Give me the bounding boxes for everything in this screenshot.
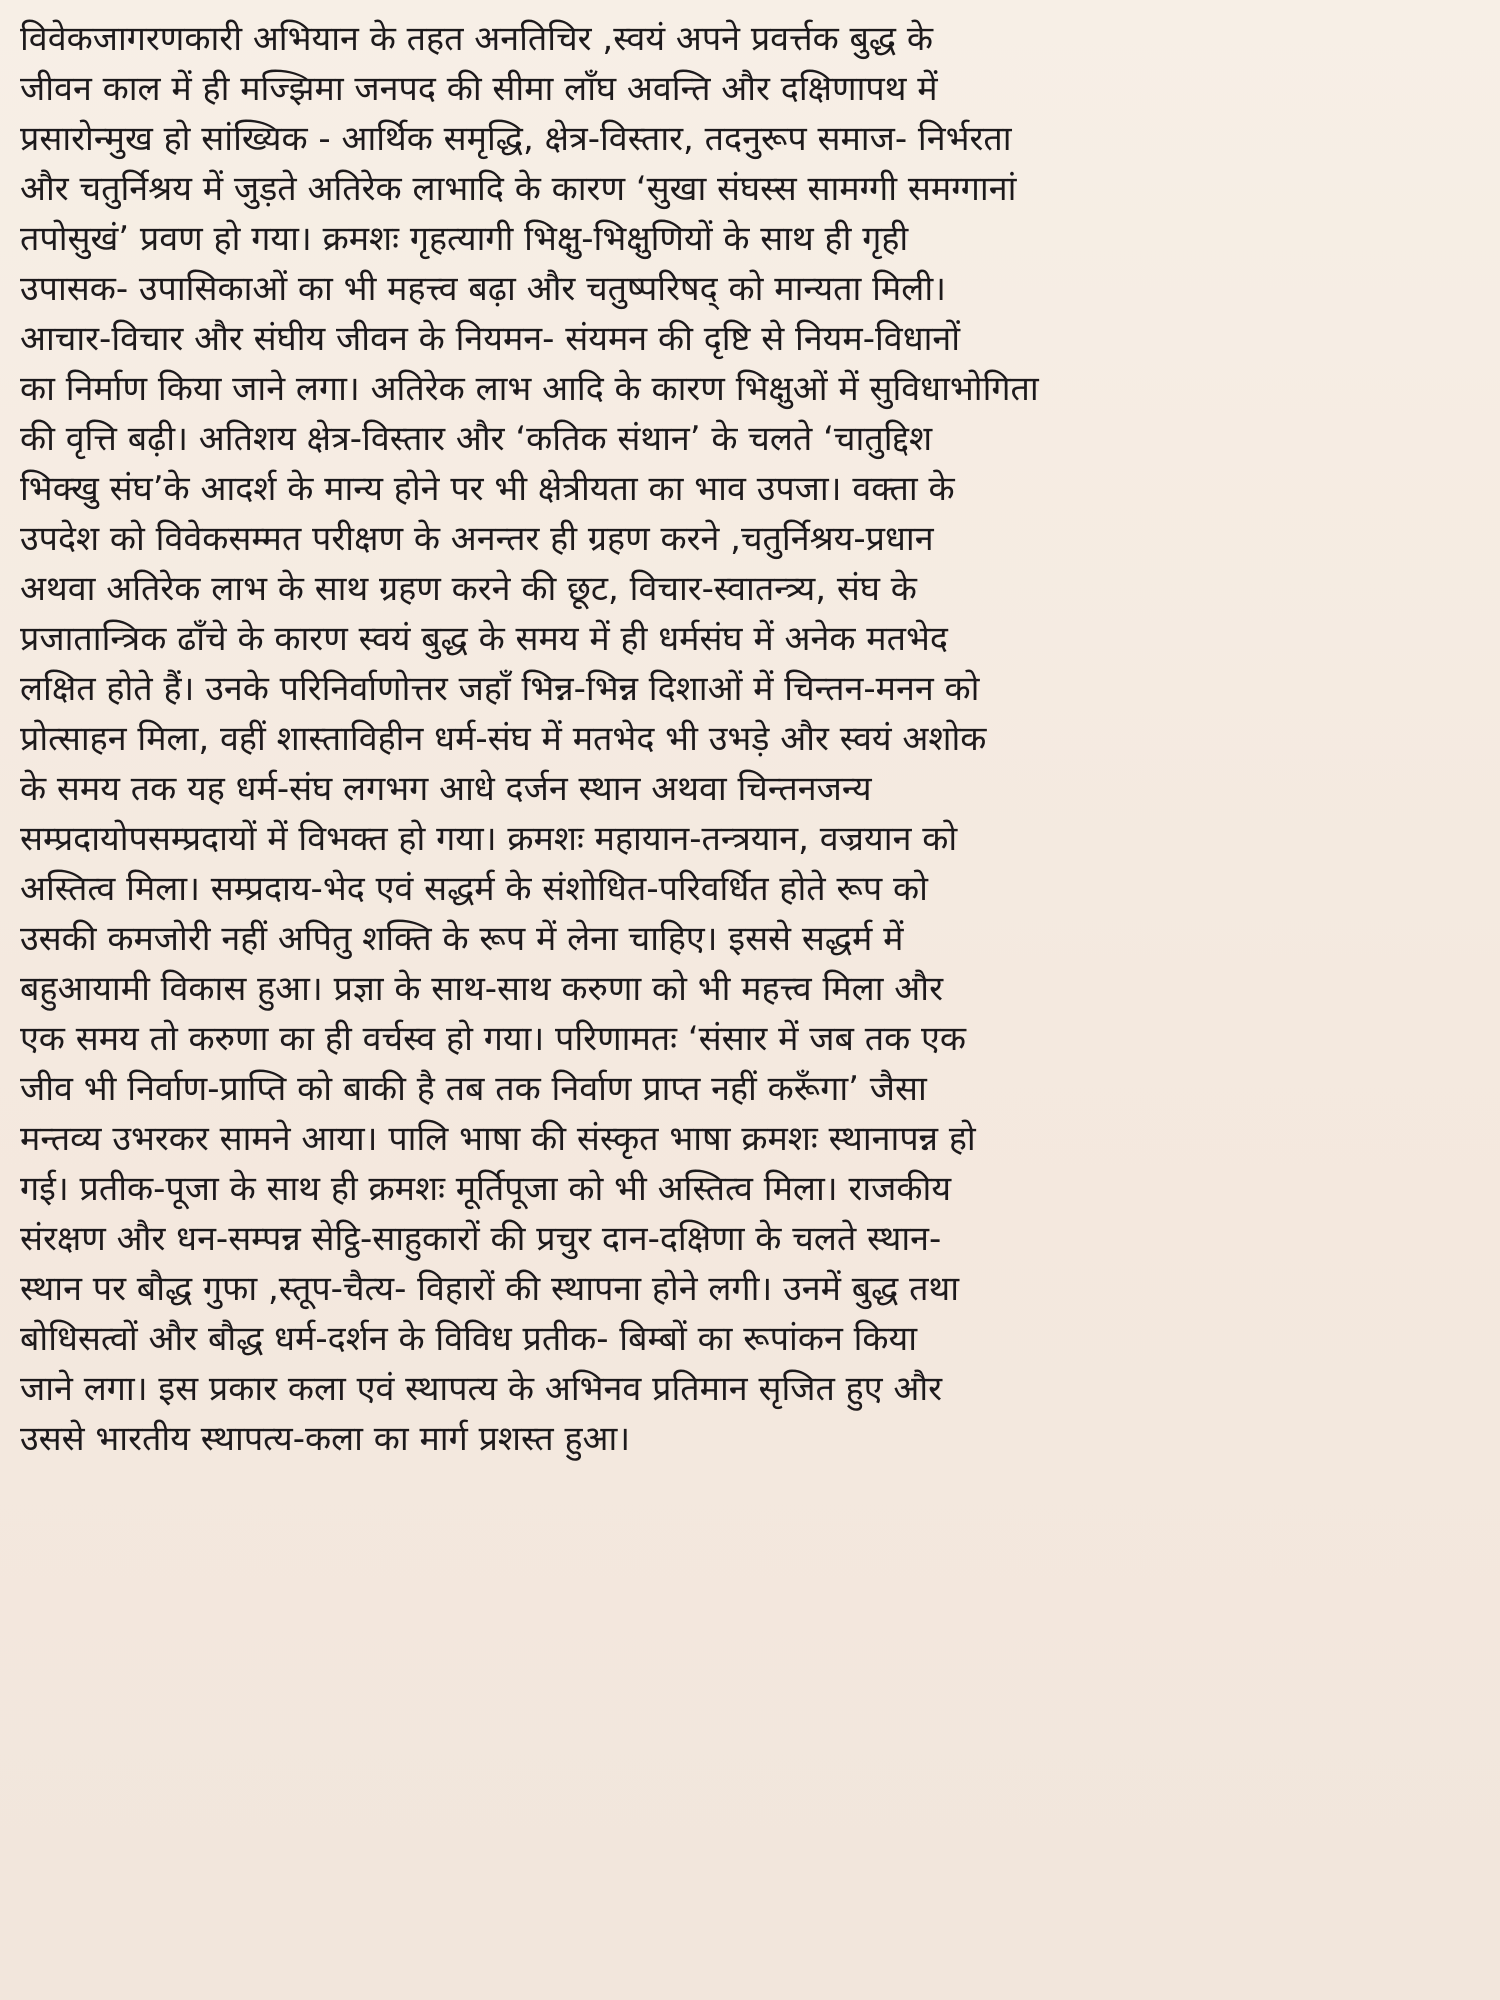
text-line-25: संरक्षण और धन-सम्पन्न सेट्ठि-साहुकारों की प्रचुर दान-दक्षिणा के चलते स्थान- [20,1219,942,1259]
text-line-10: भिक्खु संघ’के आदर्श के मान्य होने पर भी क्षेत्रीयता का भाव उपजा। वक्ता के [20,469,955,509]
text-line-7: आचार-विचार और संघीय जीवन के नियमन- संयमन की दृष्टि से नियम-विधानों [20,319,961,359]
text-line-2: जीवन काल में ही मज्झिमा जनपद की सीमा लाँघ अवन्ति और दक्षिणापथ में [20,69,938,109]
text-line-22: जीव भी निर्वाण-प्राप्ति को बाकी है तब तक निर्वाण प्राप्त नहीं करूँगा’ जैसा [20,1069,927,1109]
text-line-13: प्रजातान्त्रिक ढाँचे के कारण स्वयं बुद्ध के समय में ही धर्मसंघ में अनेक मतभेद [20,619,948,659]
text-line-23: मन्तव्य उभरकर सामने आया। पालि भाषा की संस्कृत भाषा क्रमशः स्थानापन्न हो [20,1119,976,1159]
body-paragraph [20,14,1480,1464]
text-line-3: प्रसारोन्मुख हो सांख्यिक - आर्थिक समृद्धि, क्षेत्र-विस्तार, तदनुरूप समाज- निर्भरता [20,119,1012,159]
text-line-18: अस्तित्व मिला। सम्प्रदाय-भेद एवं सद्धर्म के संशोधित-परिवर्धित होते रूप को [20,869,928,909]
text-line-26: स्थान पर बौद्ध गुफा ,स्तूप-चैत्य- विहारों की स्थापना होने लगी। उनमें बुद्ध तथा [20,1269,960,1309]
text-line-12: अथवा अतिरेक लाभ के साथ ग्रहण करने की छूट, विचार-स्वातन्त्र्य, संघ के [20,569,917,609]
text-line-1: विवेकजागरणकारी अभियान के तहत अनतिचिर ,स्वयं अपने प्रवर्त्तक बुद्ध के [20,19,933,59]
text-line-14: लक्षित होते हैं। उनके परिनिर्वाणोत्तर जहाँ भिन्न-भिन्न दिशाओं में चिन्तन-मनन को [20,669,980,709]
text-line-16: के समय तक यह धर्म-संघ लगभग आधे दर्जन स्थान अथवा चिन्तनजन्य [20,769,872,809]
text-line-11: उपदेश को विवेकसम्मत परीक्षण के अनन्तर ही ग्रहण करने ,चतुर्निश्रय-प्रधान [20,519,934,559]
text-line-29: उससे भारतीय स्थापत्य-कला का मार्ग प्रशस्त हुआ। [20,1419,631,1459]
text-line-9: की वृत्ति बढ़ी। अतिशय क्षेत्र-विस्तार और ‘कतिक संथान’ के चलते ‘चातुद्दिश [20,419,933,459]
text-line-28: जाने लगा। इस प्रकार कला एवं स्थापत्य के अभिनव प्रतिमान सृजित हुए और [20,1369,943,1409]
text-line-20: बहुआयामी विकास हुआ। प्रज्ञा के साथ-साथ करुणा को भी महत्त्व मिला और [20,969,943,1009]
text-line-15: प्रोत्साहन मिला, वहीं शास्ताविहीन धर्म-संघ में मतभेद भी उभड़े और स्वयं अशोक [20,719,987,759]
text-line-4: और चतुर्निश्रय में जुड़ते अतिरेक लाभादि के कारण ‘सुखा संघस्स सामग्गी समग्गानां [20,169,1017,209]
text-line-24: गई। प्रतीक-पूजा के साथ ही क्रमशः मूर्तिपूजा को भी अस्तित्व मिला। राजकीय [20,1169,952,1209]
text-line-8: का निर्माण किया जाने लगा। अतिरेक लाभ आदि के कारण भिक्षुओं में सुविधाभोगिता [20,369,1039,409]
text-line-5: तपोसुखं’ प्रवण हो गया। क्रमशः गृहत्यागी भिक्षु-भिक्षुणियों के साथ ही गृही [20,219,909,259]
text-line-6: उपासक- उपासिकाओं का भी महत्त्व बढ़ा और चतुष्परिषद् को मान्यता मिली। [20,269,947,309]
text-line-19: उसकी कमजोरी नहीं अपितु शक्ति के रूप में लेना चाहिए। इससे सद्धर्म में [20,919,904,959]
text-line-17: सम्प्रदायोपसम्प्रदायों में विभक्त हो गया। क्रमशः महायान-तन्त्रयान, वज्रयान को [20,819,958,859]
text-line-21: एक समय तो करुणा का ही वर्चस्व हो गया। परिणामतः ‘संसार में जब तक एक [20,1019,966,1059]
text-line-27: बोधिसत्वों और बौद्ध धर्म-दर्शन के विविध प्रतीक- बिम्बों का रूपांकन किया [20,1319,918,1359]
